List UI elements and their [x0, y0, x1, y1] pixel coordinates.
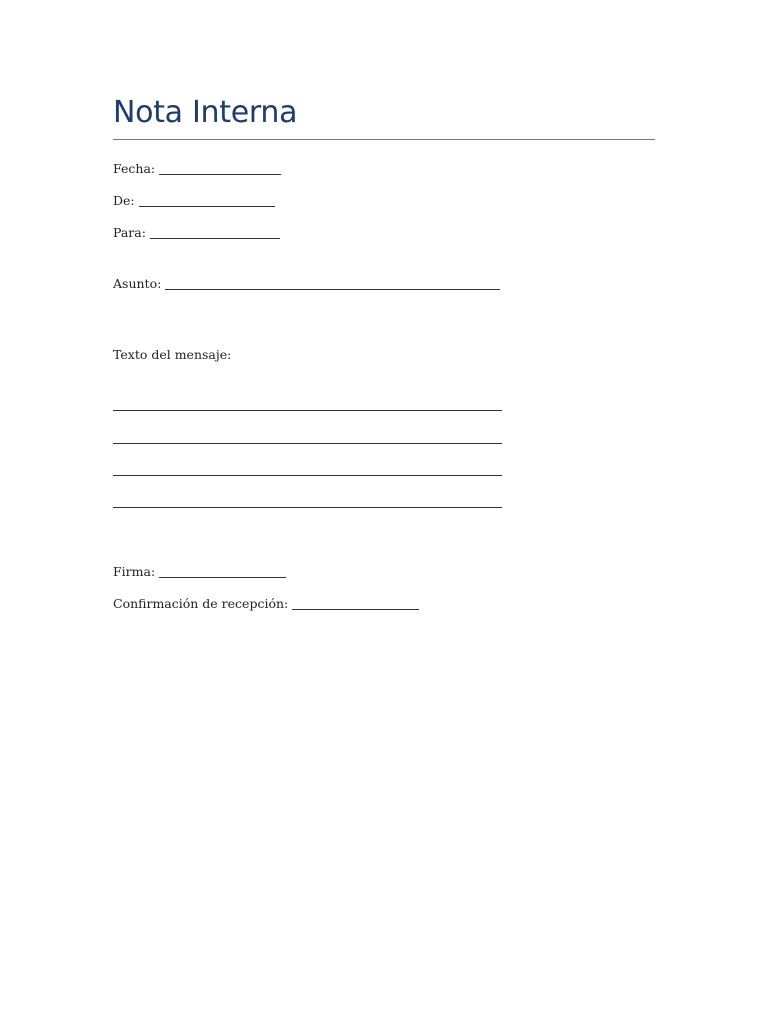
date-blank-line[interactable] — [159, 162, 281, 175]
subject-blank-line[interactable] — [165, 277, 500, 290]
title-underline — [113, 139, 655, 140]
subject-label: Asunto: — [113, 276, 162, 291]
from-field — [113, 193, 275, 209]
message-line[interactable] — [113, 507, 502, 508]
from-blank-line[interactable] — [139, 194, 275, 207]
message-label: Texto del mensaje: — [113, 347, 232, 362]
from-label: De: — [113, 193, 135, 208]
signature-field — [113, 564, 286, 580]
signature-blank-line[interactable] — [159, 565, 286, 578]
message-line[interactable] — [113, 475, 502, 476]
subject-field — [113, 276, 500, 292]
document-title: Nota Interna — [113, 95, 298, 130]
receipt-label: Confirmación de recepción: — [113, 596, 289, 611]
signature-label: Firma: — [113, 564, 156, 579]
message-line[interactable] — [113, 443, 502, 444]
to-label: Para: — [113, 225, 146, 240]
date-label: Fecha: — [113, 161, 156, 176]
to-field — [113, 225, 280, 241]
receipt-blank-line[interactable] — [292, 597, 419, 610]
receipt-field — [113, 596, 419, 612]
message-line[interactable] — [113, 410, 502, 411]
date-field — [113, 161, 281, 177]
to-blank-line[interactable] — [150, 226, 280, 239]
